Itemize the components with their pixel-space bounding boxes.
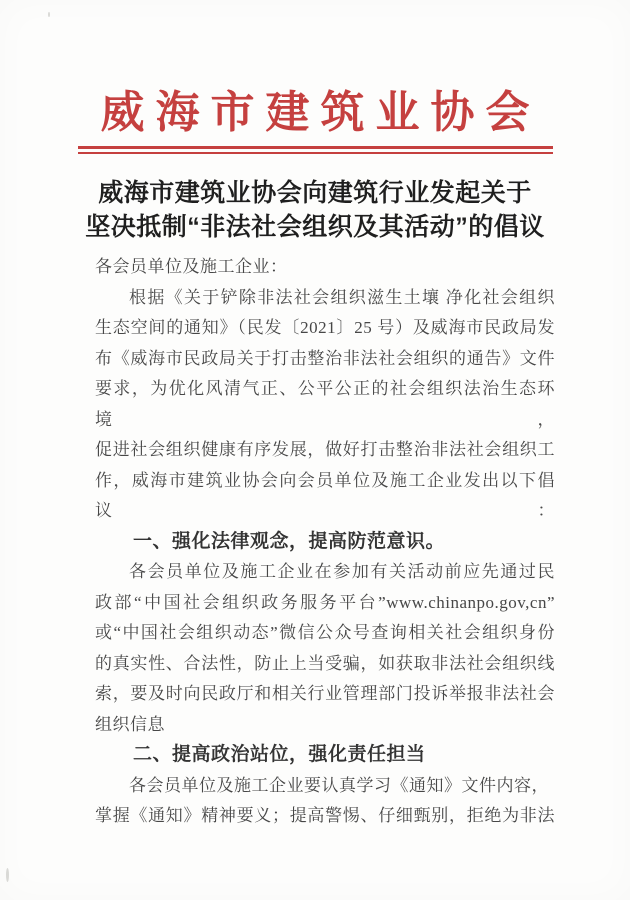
org-letterhead: 威海市建筑业协会 — [100, 88, 541, 137]
letterhead-double-rule — [78, 146, 553, 154]
body-line: 布《威海市民政局关于打击整治非法社会组织的通告》文件 — [95, 348, 555, 368]
body-line: 促进社会组织健康有序发展，做好打击整治非法社会组织工 — [95, 440, 555, 459]
salutation-line: 各会员单位及施工企业： — [95, 257, 288, 276]
body-line: 或“中国社会组织动态”微信公众号查询相关社会组织身份 — [95, 623, 555, 642]
body-line-url: 政部“中国社会组织政务服务平台”www.chinanpo.gov,cn” — [95, 592, 555, 612]
body-line: 索，要及时向民政厅和相关行业管理部门投诉举报非法社会 — [95, 684, 555, 703]
body-line: 根据《关于铲除非法社会组织滋生土壤 净化社会组织 — [129, 287, 555, 307]
document-title — [0, 176, 630, 244]
rule-thin-line — [78, 152, 553, 154]
rule-thick-line — [78, 146, 553, 149]
section-heading-1: 一、强化法律观念，提高防范意识。 — [133, 530, 446, 552]
document-title-line-2: 坚决抵制“非法社会组织及其活动”的倡议 — [85, 213, 545, 241]
document-title-line-1: 威海市建筑业协会向建筑行业发起关于 — [98, 179, 532, 207]
body-line: 生态空间的通知》（民发〔2021〕25 号）及威海市民政局发 — [95, 318, 555, 337]
document-body — [95, 252, 555, 832]
section-heading-2: 二、提高政治站位，强化责任担当 — [133, 744, 426, 765]
body-line: 掌握《通知》精神要义；提高警惕、仔细甄别，拒绝为非法 — [95, 806, 555, 825]
body-line: 作，威海市建筑业协会向会员单位及施工企业发出以下倡议： — [95, 470, 555, 520]
scan-artifact — [48, 12, 50, 17]
body-line: 各会员单位及施工企业在参加有关活动前应先通过民 — [129, 562, 555, 581]
body-line: 的真实性、合法性，防止上当受骗，如获取非法社会组织线 — [95, 653, 555, 673]
body-line: 组织信息 — [95, 714, 165, 734]
body-line: 要求，为优化风清气正、公平公正的社会组织法治生态环境， — [95, 379, 555, 429]
scan-artifact — [6, 868, 9, 882]
body-line: 各会员单位及施工企业要认真学习《通知》文件内容， — [129, 775, 549, 795]
